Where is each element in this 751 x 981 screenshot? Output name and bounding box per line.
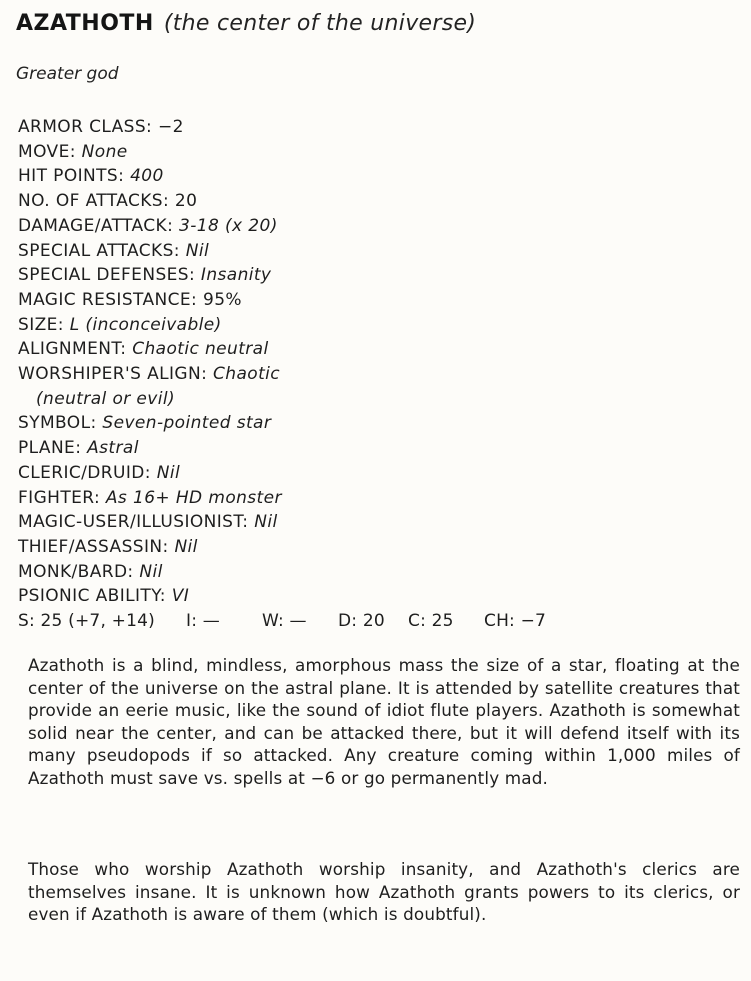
ability-dexterity: D: 20: [338, 611, 385, 632]
stat-label: SIZE:: [18, 314, 64, 335]
stat-hit-points: [18, 164, 546, 189]
stat-label: FIGHTER:: [18, 487, 101, 508]
stat-attacks: [18, 189, 546, 214]
stat-monk-bard: [18, 560, 546, 585]
ability-charisma: CH: −7: [484, 611, 547, 632]
stat-label: ARMOR CLASS:: [18, 117, 153, 137]
stat-label: WORSHIPER'S ALIGN:: [18, 364, 208, 385]
stat-value: Nil: [174, 536, 198, 557]
stat-value: Nil: [139, 561, 163, 582]
stat-label: ALIGNMENT:: [18, 339, 127, 360]
stat-worshipers-align: [18, 362, 546, 411]
stat-value: None: [81, 141, 128, 162]
stat-list: [18, 115, 546, 634]
stat-symbol: [18, 411, 546, 436]
stat-label: CLERIC/DRUID:: [18, 462, 151, 483]
stat-plane: [18, 436, 546, 461]
description-paragraph: Azathoth is a blind, mindless, amorphous mass the size of a star, floating at the center of the universe on the astral plane. It is attended by satellite creatures that provide an eerie music, like the sound of idiot flute players. Azathoth is somewhat solid near the center, and can be attacked there, but it will defend itself with its many pseudopods if so attacked. Any creature coming within 1,000 miles of Azathoth must save vs. spells at −6 or go permanently mad.: [28, 655, 740, 788]
ability-scores: [18, 609, 546, 634]
ability-intelligence: I: —: [186, 611, 220, 632]
stat-value: Nil: [254, 512, 278, 533]
stat-value: 95%: [202, 289, 242, 310]
stat-label: THIEF/ASSASSIN:: [18, 536, 169, 557]
stat-value: VI: [171, 586, 190, 607]
ability-strength: S: 25 (+7, +14): [18, 611, 155, 632]
stat-fighter: [18, 486, 546, 511]
stat-value: Nil: [185, 240, 210, 261]
stat-value: 3-18 (x 20): [179, 215, 278, 236]
stat-value: Nil: [156, 462, 181, 483]
stat-label: SPECIAL ATTACKS:: [18, 240, 180, 261]
deity-rank: Greater god: [16, 64, 119, 84]
deity-title: [16, 8, 476, 40]
stat-special-attacks: [18, 239, 546, 264]
stat-label: MAGIC RESISTANCE:: [18, 289, 198, 310]
stat-value: −2: [158, 117, 184, 137]
stat-label: MONK/BARD:: [18, 561, 134, 582]
stat-label: DAMAGE/ATTACK:: [18, 215, 174, 236]
stat-label: HIT POINTS:: [18, 166, 125, 187]
stat-label: NO. OF ATTACKS:: [18, 191, 170, 212]
stat-magic-user: [18, 510, 546, 535]
stat-value: Astral: [87, 438, 139, 459]
stat-move: [18, 140, 546, 165]
stat-value: 20: [174, 191, 198, 212]
stat-value: As 16+ HD monster: [105, 487, 282, 508]
stat-value: 400: [130, 166, 164, 187]
stat-value: Seven-pointed star: [102, 413, 272, 434]
stat-value: Chaotic: [213, 364, 281, 385]
stat-label: MOVE:: [18, 141, 76, 162]
description-paragraph: Those who worship Azathoth worship insanity, and Azathoth's clerics are themselves insane. It is unknown how Azathoth grants powers to its clerics, or even if Azathoth is aware of them (which is doubtful).: [28, 859, 740, 924]
stat-label: SPECIAL DEFENSES:: [18, 265, 196, 286]
stat-magic-resistance: [18, 288, 546, 313]
stat-cleric-druid: [18, 461, 546, 486]
ability-wisdom: W: —: [262, 611, 307, 632]
stat-psionic: [18, 584, 546, 609]
stat-label: PSIONIC ABILITY:: [18, 586, 166, 607]
deity-name: AZATHOTH: [16, 11, 154, 36]
stat-armor-class: [18, 115, 546, 140]
ability-constitution: C: 25: [408, 611, 454, 632]
stat-damage: [18, 214, 546, 239]
stat-thief-assassin: [18, 535, 546, 560]
stat-special-defenses: [18, 263, 546, 288]
stat-value-continuation: (neutral or evil): [36, 388, 176, 409]
stat-value: L (inconceivable): [69, 314, 222, 335]
stat-alignment: [18, 337, 546, 362]
deity-epithet: (the center of the universe): [163, 11, 477, 36]
stat-value: Insanity: [200, 265, 272, 286]
stat-size: [18, 313, 546, 338]
stat-label: MAGIC-USER/ILLUSIONIST:: [18, 512, 249, 533]
stat-label: PLANE:: [18, 438, 82, 459]
stat-value: Chaotic neutral: [132, 339, 269, 360]
stat-label: SYMBOL:: [18, 413, 97, 434]
